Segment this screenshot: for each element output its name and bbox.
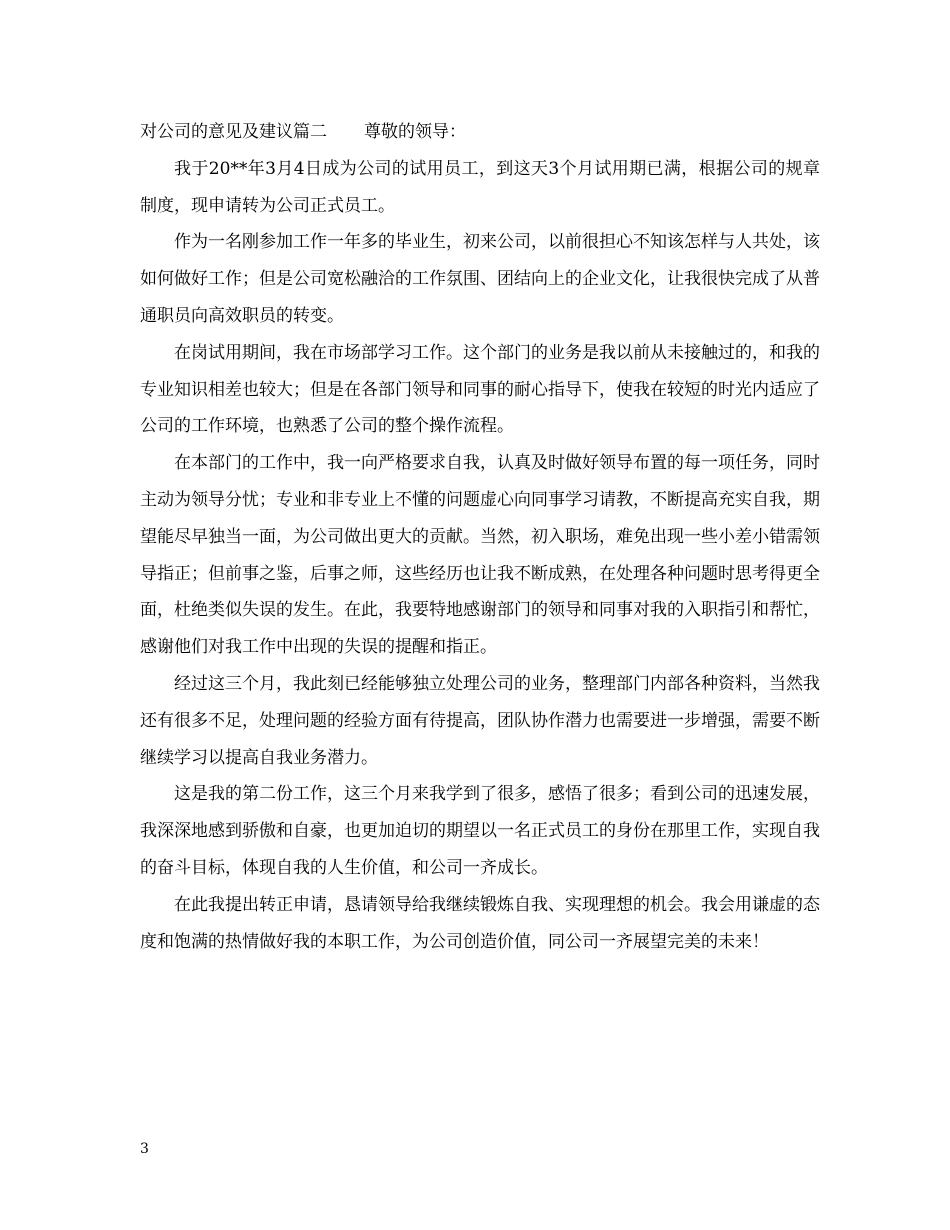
paragraph-5: 经过这三个月，我此刻已经能够独立处理公司的业务，整理部门内部各种资料，当然我还有很多不足，处理问题的经验方面有待提高，团队协作潜力也需要进一步增强，需要不断继续学习以提高自我业务潜力。 — [140, 673, 820, 768]
paragraph-1: 我于20**年3月4日成为公司的试用员工，到这天3个月试用期已满，根据公司的规章制度，现申请转为公司正式员工。 — [140, 158, 820, 216]
document-heading: 对公司的意见及建议篇二 — [140, 122, 327, 142]
paragraph-6: 这是我的第二份工作，这三个月来我学到了很多，感悟了很多；看到公司的迅速发展，我深深地感到骄傲和自豪，也更加迫切的期望以一名正式员工的身份在那里工作，实现自我的奋斗目标，体现自我的人生价值，和公司一齐成长。 — [140, 784, 820, 878]
heading-line — [140, 114, 820, 151]
paragraph-7: 在此我提出转正申请，恳请领导给我继续锻炼自我、实现理想的机会。我会用谦虚的态度和饱满的热情做好我的本职工作，为公司创造价值，同公司一齐展望完美的未来！ — [140, 894, 820, 952]
salutation: 尊敬的领导： — [364, 122, 466, 142]
paragraph-4: 在本部门的工作中，我一向严格要求自我，认真及时做好领导布置的每一项任务，同时主动为领导分忧；专业和非专业上不懂的问题虚心向同事学习请教，不断提高充实自我，期望能尽早独当一面，为公司做出更大的贡献。当然，初入职场，难免出现一些小差小错需领导指正；但前事之鉴，后事之师，这些经历也让我不断成熟，在处理各种问题时思考得更全面，杜绝类似失误的发生。在此，我要特地感谢部门的领导和同事对我的入职指引和帮忙，感谢他们对我工作中出现的失误的提醒和指正。 — [140, 453, 820, 658]
paragraph-3: 在岗试用期间，我在市场部学习工作。这个部门的业务是我以前从未接触过的，和我的专业知识相差也较大；但是在各部门领导和同事的耐心指导下，使我在较短的时光内适应了公司的工作环境，也熟悉了公司的整个操作流程。 — [140, 342, 820, 437]
document-body — [140, 114, 820, 960]
page-number: 3 — [140, 1141, 149, 1157]
paragraph-2: 作为一名刚参加工作一年多的毕业生，初来公司，以前很担心不知该怎样与人共处，该如何做好工作；但是公司宽松融洽的工作氛围、团结向上的企业文化，让我很快完成了从普通职员向高效职员的转变。 — [140, 232, 820, 326]
